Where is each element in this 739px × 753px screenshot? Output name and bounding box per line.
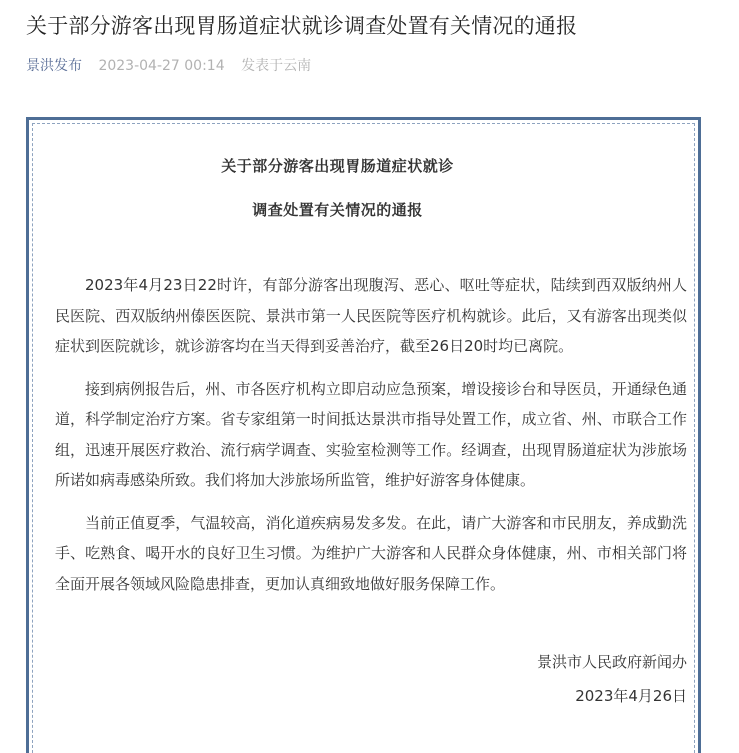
account-name-link[interactable]: 景洪发布: [26, 58, 82, 74]
notice-paragraph-2: 接到病例报告后，州、市各医疗机构立即启动应急预案，增设接诊台和导医员，开通绿色通道，科学制定治疗方案。省专家组第一时间抵达景洪市指导处置工作，成立省、州、市联合工作组，迅速开展医疗救治、流行病学调查、实验室检测等工作。经调查，出现胃肠道症状为涉旅场所诺如病毒感染所致。我们将加大涉旅场所监管，维护好游客身体健康。: [55, 379, 687, 489]
notice-body: [55, 270, 687, 611]
notice-issuer: 景洪市人民政府新闻办: [536, 653, 687, 671]
notice-heading-line1: 关于部分游客出现胃肠道症状就诊: [221, 157, 454, 175]
publish-time: 2023-04-27 00:14: [98, 58, 225, 74]
notice-date: 2023年4月26日: [575, 687, 687, 705]
notice-paragraph-3: 当前正值夏季，气温较高，消化道疾病易发多发。在此，请广大游客和市民朋友，养成勤洗手、吃熟食、喝开水的良好卫生习惯。为维护广大游客和人民群众身体健康，州、市相关部门将全面开展各领域风险隐患排查，更加认真细致地做好服务保障工作。: [55, 513, 687, 593]
publish-location: 发表于云南: [241, 58, 312, 74]
notice-heading-line2: 调查处置有关情况的通报: [252, 201, 423, 219]
article-meta: [26, 55, 311, 77]
notice-paragraph-1: 2023年4月23日22时许，有部分游客出现腹泻、恶心、呕吐等症状，陆续到西双版纳州人民医院、西双版纳州傣医医院、景洪市第一人民医院等医疗机构就诊。此后，又有游客出现类似症状到医院就诊，就诊游客均在当天得到妥善治疗，截至26日20时均已离院。: [55, 276, 687, 355]
article-title: 关于部分游客出现胃肠道症状就诊调查处置有关情况的通报: [26, 14, 578, 38]
